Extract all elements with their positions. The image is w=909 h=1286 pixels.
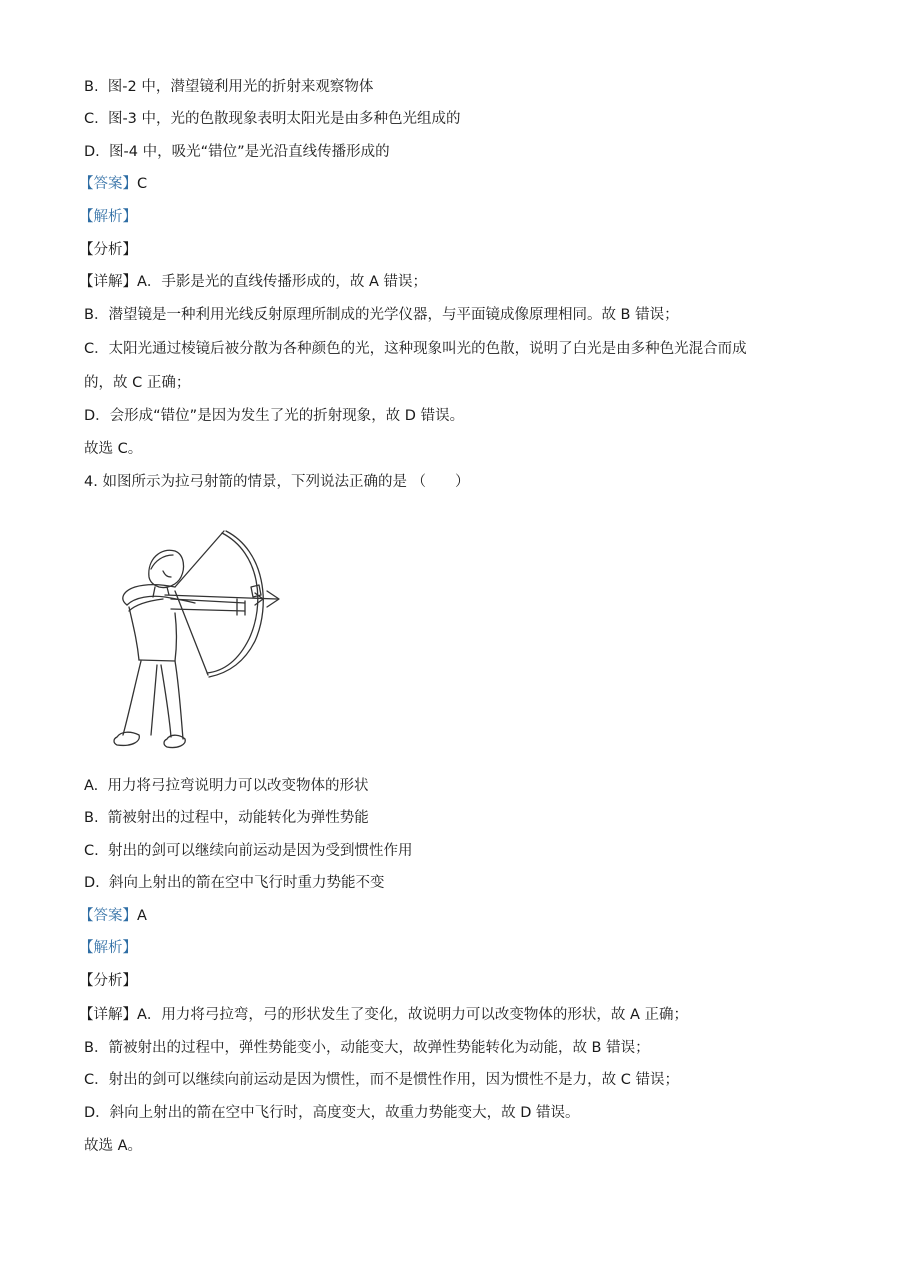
- q4-option-c: C. 射出的剑可以继续向前运动是因为受到惯性作用: [84, 843, 413, 859]
- q3-detail-line: D．会形成“错位”是因为发生了光的折射现象，故 D 错误。: [84, 408, 465, 424]
- q3-conclusion: 故选 C。: [84, 441, 143, 457]
- answer-tag: 【答案】: [79, 176, 137, 192]
- q3-option-b: B. 图-2 中，潜望镜利用光的折射来观察物体: [84, 79, 374, 95]
- q3-detail-line: C．太阳光通过棱镜后被分散为各种颜色的光，这种现象叫光的色散，说明了白光是由多种色光混合而成: [84, 341, 747, 357]
- answer-value: A: [137, 908, 147, 924]
- q3-detail-line: B．潜望镜是一种利用光线反射原理所制成的光学仪器，与平面镜成像原理相同。故 B 错误；: [84, 307, 679, 323]
- q3-jiexi-tag: 【解析】: [79, 209, 137, 225]
- q3-option-d: D. 图-4 中，吸光“错位”是光沿直线传播形成的: [84, 144, 390, 160]
- archer-illustration: [105, 525, 290, 760]
- q3-option-c: C. 图-3 中，光的色散现象表明太阳光是由多种色光组成的: [84, 111, 461, 127]
- q4-detail-line: B．箭被射出的过程中，弹性势能变小，动能变大，故弹性势能转化为动能，故 B 错误；: [84, 1040, 650, 1056]
- q4-stem: 4. 如图所示为拉弓射箭的情景，下列说法正确的是 （ ）: [84, 474, 470, 490]
- q4-conclusion: 故选 A。: [84, 1138, 143, 1154]
- q3-detail-line: 【详解】A．手影是光的直线传播形成的，故 A 错误；: [79, 274, 428, 290]
- answer-tag: 【答案】: [79, 908, 137, 924]
- answer-value: C: [137, 176, 148, 192]
- q3-detail-line: 的，故 C 正确；: [84, 375, 191, 391]
- q4-fenxi-tag: 【分析】: [79, 973, 137, 989]
- q4-answer: [79, 907, 147, 925]
- q4-detail-line: 【详解】A．用力将弓拉弯，弓的形状发生了变化，故说明力可以改变物体的形状，故 A 正确；: [79, 1007, 689, 1023]
- q4-option-d: D. 斜向上射出的箭在空中飞行时重力势能不变: [84, 875, 385, 891]
- q4-option-b: B. 箭被射出的过程中，动能转化为弹性势能: [84, 810, 369, 826]
- q4-detail-line: D．斜向上射出的箭在空中飞行时，高度变大，故重力势能变大，故 D 错误。: [84, 1105, 580, 1121]
- q3-answer: [79, 175, 147, 193]
- q3-fenxi-tag: 【分析】: [79, 242, 137, 258]
- q4-jiexi-tag: 【解析】: [79, 940, 137, 956]
- q4-option-a: A. 用力将弓拉弯说明力可以改变物体的形状: [84, 778, 369, 794]
- q4-detail-line: C．射出的剑可以继续向前运动是因为惯性，而不是惯性作用，因为惯性不是力，故 C 错误；: [84, 1072, 679, 1088]
